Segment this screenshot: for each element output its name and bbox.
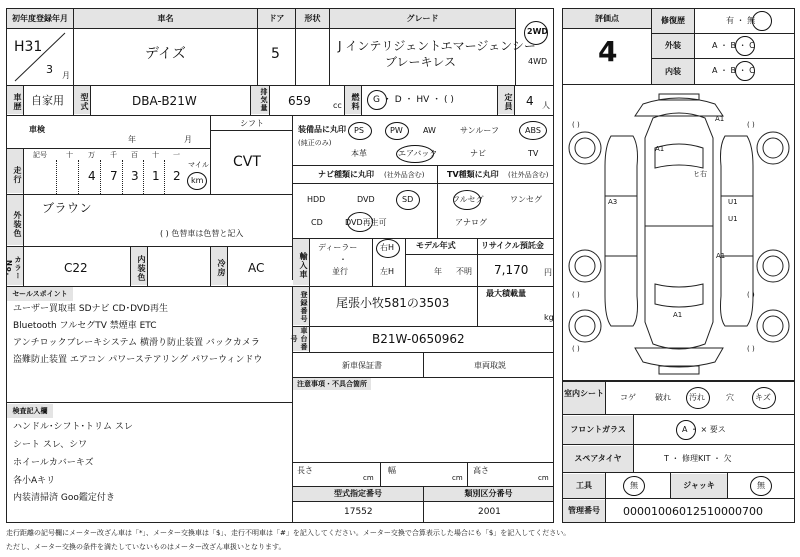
mark-a3: A3 [608, 198, 618, 206]
disp-label: 排気量 [251, 86, 269, 114]
exterior-grade-label: 外装 [652, 34, 694, 58]
mile-label: マイル [188, 161, 209, 169]
recycle-unit: 円 [544, 268, 552, 277]
inspector-title: 検査記入欄 [7, 404, 53, 418]
digit-label: 記号 [33, 151, 47, 159]
max-load-label: 最大積載量 [486, 289, 526, 298]
new-car-warranty: 新車保証書 [342, 361, 382, 370]
mark-a1-right: A1 [716, 252, 726, 260]
exterior-options: A ・ B ・ C [712, 41, 755, 50]
diagram-paren-tl: ( ) [572, 121, 580, 129]
navi-dvdplay: DVD再生可 [345, 218, 387, 227]
sheet-koge: コゲ [620, 393, 636, 402]
door-label: ドア [258, 9, 295, 28]
first-reg-era: H31 [14, 39, 43, 55]
shift-label: シフト [240, 119, 264, 128]
tv-sub: (社外品含む) [508, 171, 549, 179]
equip-subtitle: (純正のみ) [298, 139, 332, 147]
mark-a1-mid: A1 [655, 145, 665, 153]
sheet-yabure: 破れ [655, 393, 671, 402]
color-value: ブラウン [42, 201, 93, 215]
digit-4: 1 [152, 169, 160, 183]
spare-label: スペアタイヤ [563, 446, 633, 472]
width-unit: cm [452, 474, 463, 482]
digit-h4: 十 [152, 151, 159, 159]
repair-none-circle [752, 11, 772, 31]
import-parallel: 並行 [332, 267, 348, 276]
tv-title: TV種類に丸印 [447, 170, 499, 179]
grade-line2: ブレーキレス [385, 55, 457, 69]
digit-1: 4 [88, 169, 96, 183]
length-unit: cm [363, 474, 374, 482]
diagram-paren-bl: ( ) [572, 291, 580, 299]
tool-value: 無 [630, 481, 638, 490]
navi-dvd: DVD [357, 195, 375, 204]
management-value: 00001006012510000700 [623, 505, 763, 518]
model-label: 型式 [74, 86, 90, 114]
model-year-value: 不明 [456, 267, 472, 276]
import-right-h: 右H [380, 243, 395, 252]
diagram-paren-bl2: ( ) [572, 345, 580, 353]
inspector-line-1: ハンドル･シフト･トリム スレ [13, 422, 133, 432]
color-note: ( ) 色替車は色替と記入 [160, 229, 244, 238]
footer-line-2: ただし、メーター交換の条件を満たしていないものはメーター改ざん車扱いとなります。 [6, 543, 286, 551]
first-reg-label: 初年度登録年月 [7, 9, 73, 28]
import-dealer: ディーラー [318, 243, 358, 252]
footer-line-1: 走行距離の記号欄にメーター改ざん車は「*」、メーター交換車は「$」、走行不明車は「#」を記入してください。メーター交換で合算表示した場合にも「$」を記入してください。 [6, 529, 571, 537]
capacity-label: 定員 [498, 86, 514, 114]
model-year-label: モデル年式 [416, 241, 456, 250]
score-label: 評価点 [563, 9, 651, 28]
exterior-b-circle [735, 36, 755, 56]
mark-kizu-right: ヒ右 [693, 170, 707, 178]
navi-cd: CD [311, 218, 323, 227]
class-no-value: 2001 [478, 507, 501, 517]
mark-u1-a: U1 [728, 198, 738, 206]
shaken-year-unit: 年 [128, 135, 136, 144]
management-label: 管理番号 [563, 500, 605, 522]
shaken-month-unit: 月 [184, 135, 192, 144]
interior-sheet-label: 室内シート [563, 382, 605, 414]
model-value: DBA-B21W [132, 94, 197, 108]
chassis-value: B21W-0650962 [372, 332, 465, 346]
sales-line-4: 盗難防止装置 エアコン パワーステアリング パワーウィンドウ [13, 355, 263, 365]
jack-value: 無 [757, 481, 765, 490]
import-left-h: 左H [380, 267, 395, 276]
car-name: デイズ [145, 46, 186, 62]
digit-2: 7 [110, 169, 118, 183]
height-unit: cm [538, 474, 549, 482]
digit-h2: 千 [110, 151, 117, 159]
equip-navi: ナビ [470, 149, 486, 158]
recycle-label: リサイクル預託金 [481, 241, 544, 250]
sales-line-3: アンチロックブレーキシステム 横滑り防止装置 バックカメラ [13, 338, 260, 348]
disp-unit: cc [333, 101, 342, 110]
digit-3: 3 [131, 169, 139, 183]
equip-tv: TV [528, 149, 539, 158]
equip-pw: PW [390, 126, 403, 135]
fuel-label: 燃料 [345, 86, 361, 114]
inspector-line-5: 内装清掃済 Goo鑑定付き [13, 493, 115, 503]
digit-h3: 百 [131, 151, 138, 159]
drive-4wd: 4WD [528, 57, 548, 66]
disp-value: 659 [288, 94, 311, 108]
first-reg-month: 3 [46, 63, 53, 76]
repair-label: 修復歴 [652, 9, 694, 33]
equip-leather: 本革 [351, 149, 367, 158]
door-count: 5 [271, 46, 280, 62]
color-code: C22 [64, 261, 88, 275]
mark-a1-top: A1 [715, 115, 725, 123]
inspector-line-2: シート スレ、シワ [13, 440, 88, 450]
digit-h0: 十 [66, 151, 73, 159]
equip-title: 装備品に丸印 [298, 125, 346, 134]
equip-airbag: エアバック [398, 149, 438, 158]
type-no-label: 型式指定番号 [293, 487, 423, 501]
car-name-label: 車名 [74, 9, 257, 28]
mark-a1-bottom: A1 [673, 311, 683, 319]
interior-grade-label: 内装 [652, 59, 694, 84]
diagram-paren-br: ( ) [747, 291, 755, 299]
shape-label: 形状 [296, 9, 329, 28]
class-no-label: 類別区分番号 [424, 487, 553, 501]
tv-analog: アナログ [455, 218, 487, 227]
capacity-value: 4 [526, 94, 534, 108]
car-diagram [563, 86, 795, 380]
color-code-label: カラーNo. [7, 247, 23, 285]
grade-label: グレード [330, 9, 515, 28]
interior-b-circle [735, 61, 755, 81]
equip-aw: AW [423, 126, 436, 135]
fuel-options: G ・ D ・ HV ・ ( ) [373, 95, 454, 105]
diagram-paren-br2: ( ) [747, 345, 755, 353]
import-dot: ・ [339, 255, 347, 264]
drive-2wd: 2WD [527, 27, 549, 36]
navi-sub: (社外品含む) [384, 171, 425, 179]
sheet-ana: 穴 [726, 393, 734, 402]
diagram-paren-tr: ( ) [747, 121, 755, 129]
digit-h5: 一 [173, 151, 180, 159]
notes-label: 注意事項・不具合箇所 [293, 378, 371, 390]
navi-title: ナビ種類に丸印 [318, 170, 374, 179]
sheet-yogore: 汚れ [689, 393, 705, 402]
equip-abs: ABS [525, 126, 541, 135]
recycle-value: 7,170 [494, 263, 529, 277]
jack-label: ジャッキ [671, 474, 727, 498]
repair-options: 有 ・ 無 [726, 16, 756, 25]
chassis-label: 車台番号 [290, 327, 308, 351]
plate-label: 登録番号 [293, 287, 309, 325]
score-value: 4 [598, 35, 618, 68]
front-glass-label: フロントガラス [563, 416, 633, 444]
length-label: 長さ [297, 466, 313, 475]
tv-oneseg: ワンセグ [510, 195, 542, 204]
model-year-unit: 年 [434, 267, 442, 276]
first-reg-month-unit: 月 [62, 71, 70, 80]
mark-u1-b: U1 [728, 215, 738, 223]
digit-h1: 万 [88, 151, 95, 159]
height-label: 高さ [473, 466, 489, 475]
manual: 車両取説 [474, 361, 506, 370]
interior-options: A ・ B ・ C [712, 66, 755, 75]
spare-options: T ・ 修理KIT ・ 欠 [664, 454, 732, 463]
color-label: 外装色 [7, 195, 23, 245]
km-label: km [191, 176, 204, 185]
max-load-unit: kg [544, 313, 554, 322]
use-value: 自家用 [31, 94, 64, 107]
equip-ps: PS [354, 126, 364, 135]
width-label: 幅 [388, 466, 396, 475]
navi-hdd: HDD [307, 195, 326, 204]
sales-line-2: Bluetooth フルセグTV 禁煙車 ETC [13, 321, 157, 331]
capacity-unit: 人 [542, 101, 550, 110]
ac-label: 冷房 [211, 247, 227, 285]
ac-value: AC [248, 261, 265, 275]
grade-line1: J インテリジェントエマージェンシー [338, 39, 536, 53]
inspector-line-4: 各小Aキリ [13, 476, 56, 486]
sales-line-1: ユーザー買取車 SDナビ CD･DVD再生 [13, 304, 168, 314]
shift-value: CVT [233, 154, 261, 170]
use-label: 車歴 [7, 86, 23, 114]
tool-label: 工具 [563, 474, 605, 498]
mileage-label: 走行 [7, 149, 23, 193]
plate-value: 尾張小牧581の3503 [336, 296, 450, 310]
inspector-line-3: ホイールカバーキズ [13, 458, 94, 468]
shaken-label: 車検 [29, 125, 45, 134]
front-glass-options: A ・ × 要ス [682, 425, 726, 434]
sheet-kizu: キズ [755, 393, 771, 402]
interior-color-label: 内装色 [131, 247, 147, 285]
digit-5: 2 [173, 169, 181, 183]
equip-sunroof: サンルーフ [460, 126, 499, 135]
import-label: 輸入車 [293, 239, 309, 285]
sales-title: セールスポイント [7, 287, 73, 301]
navi-sd: SD [402, 195, 414, 204]
type-no-value: 17552 [344, 507, 373, 517]
tv-fullseg: フルセグ [452, 195, 484, 204]
